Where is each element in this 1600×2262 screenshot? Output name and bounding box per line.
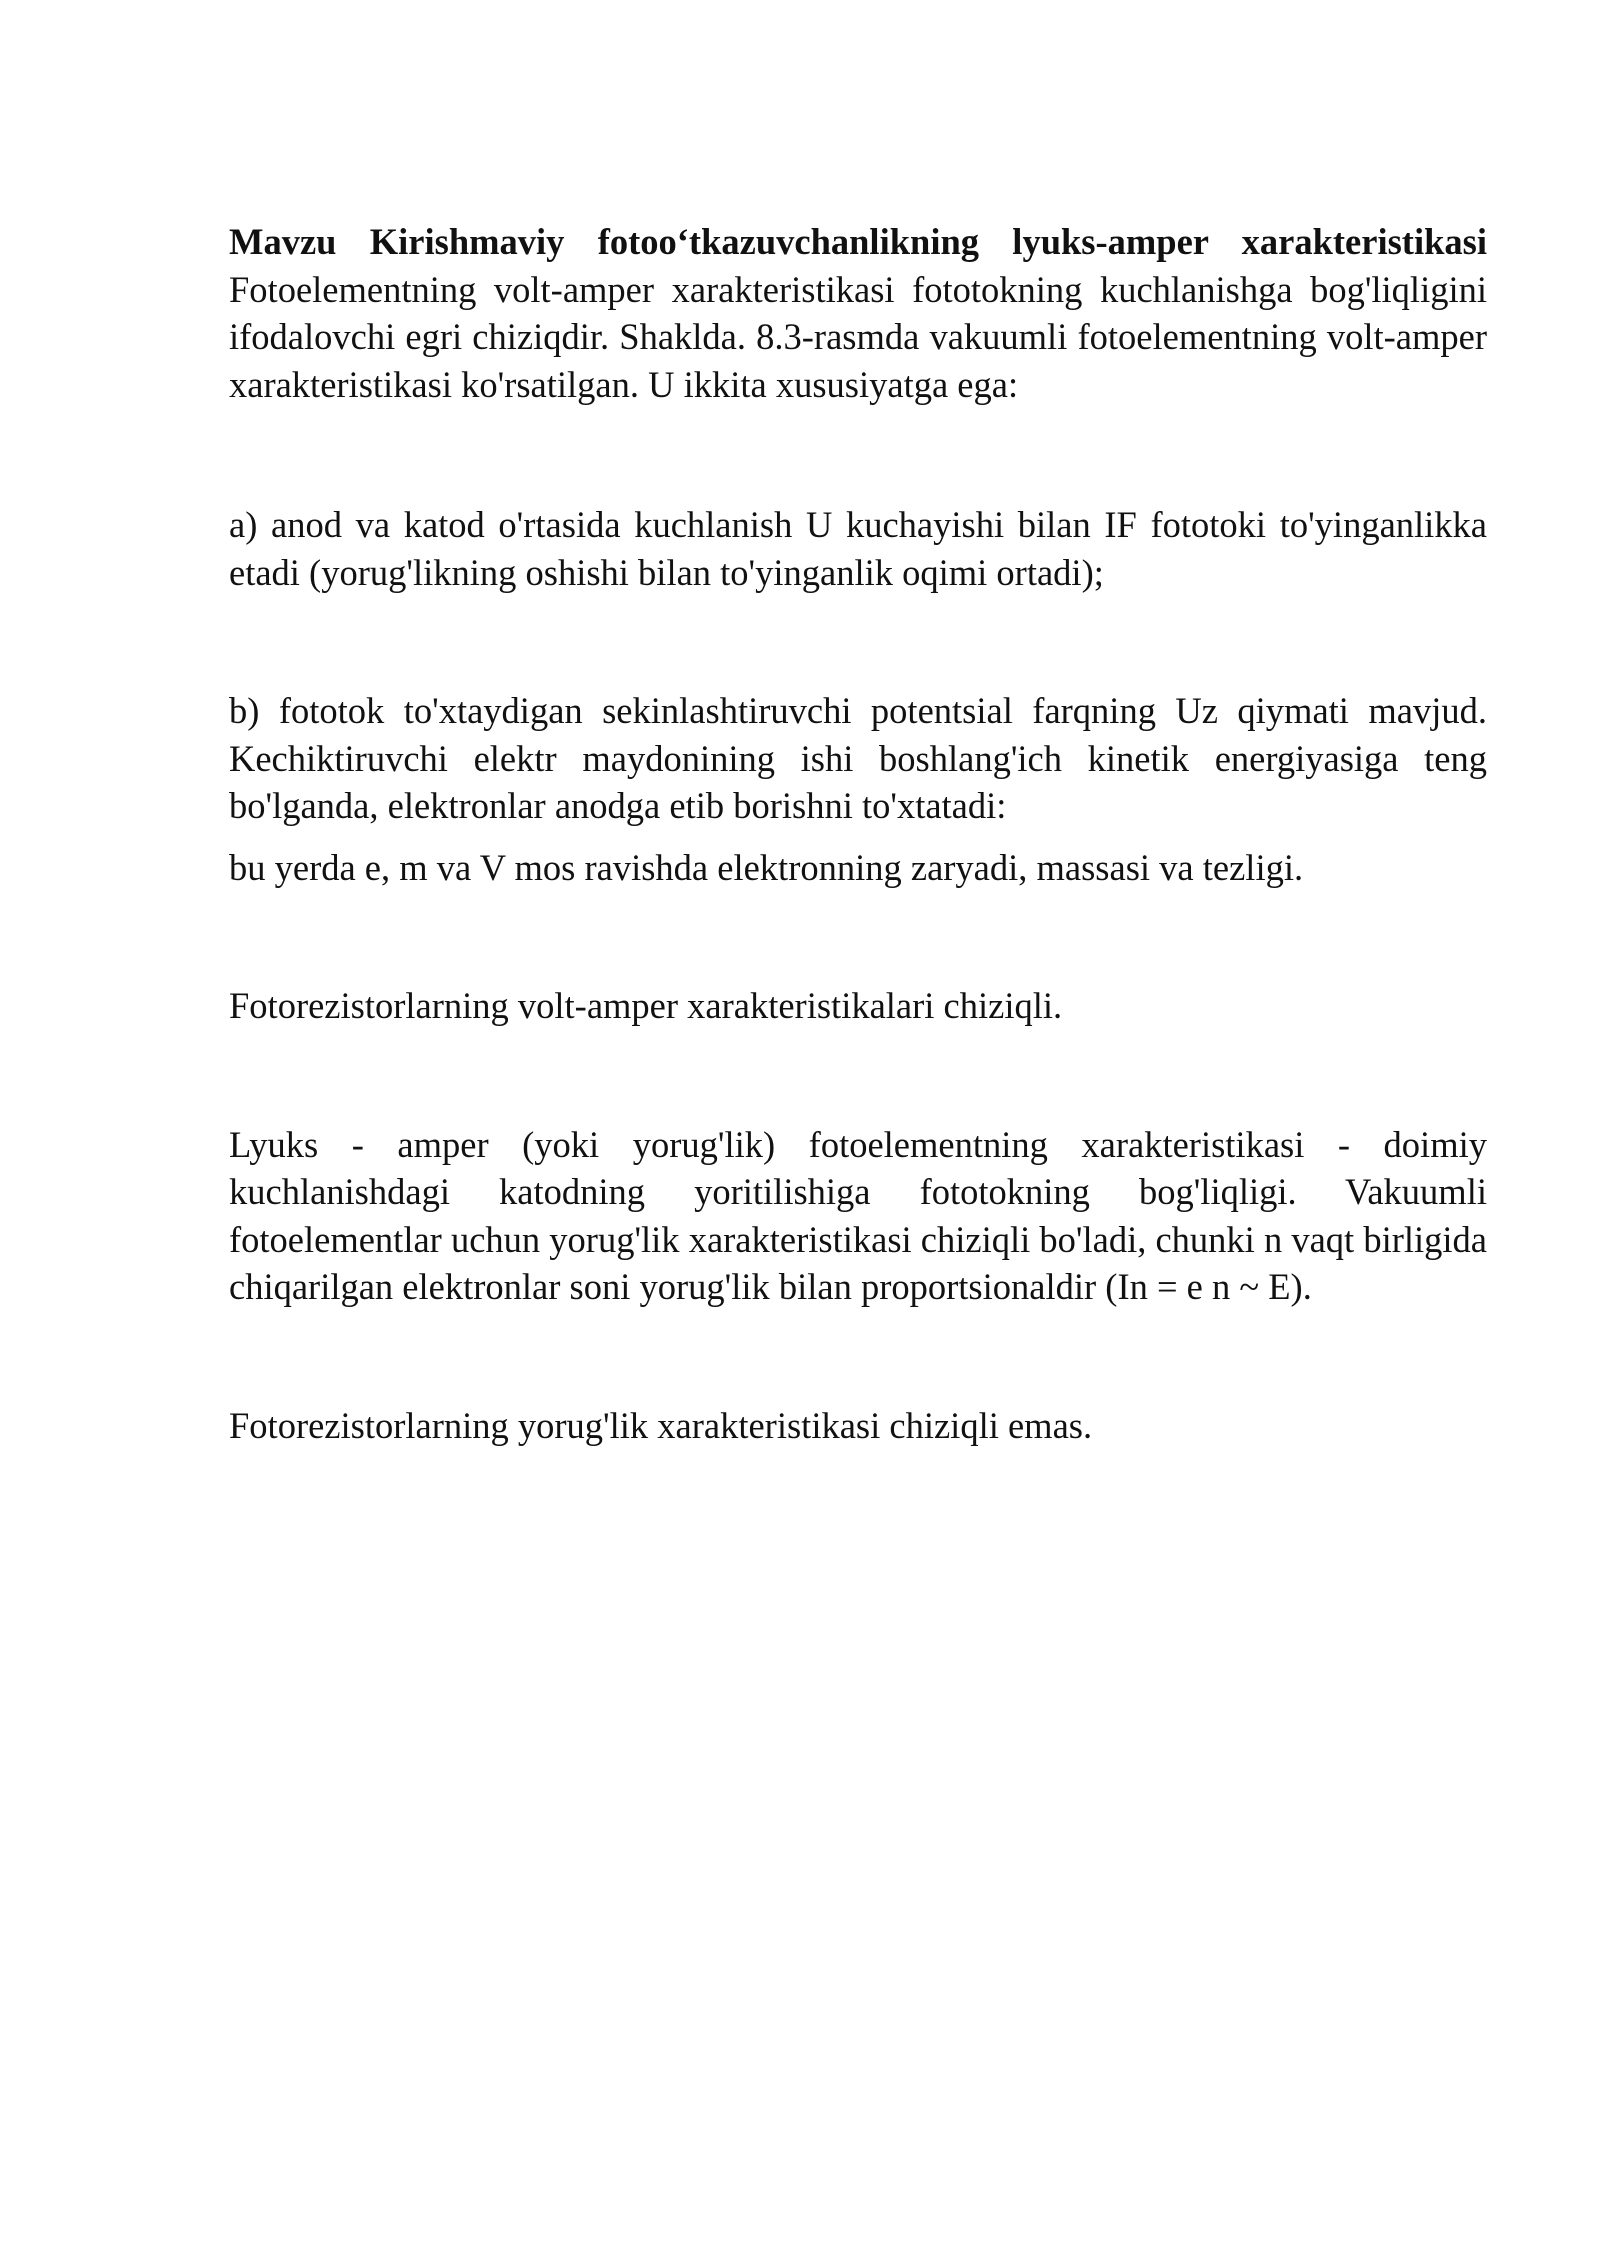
- photoresistor-light-paragraph: Fotorezistorlarning yorug'lik xarakteristikasi chiziqli emas.: [229, 1404, 1093, 1446]
- point-b-paragraph: b) fototok to'xtaydigan sekinlashtiruvchi potentsial farqning Uz qiymati mavjud. Kechiktiruvchi elektr maydonining ishi boshlang'ich kinetik energiyasiga teng bo'lganda, elektronlar anodga etib borishni to'xtatadi:: [229, 690, 1487, 826]
- lux-ampere-paragraph: Lyuks - amper (yoki yorug'lik) fotoelementning xarakteristikasi - doimiy kuchlanishdagi katodning yoritilishiga fototokning bog'liqligi. Vakuumli fotoelementlar uchun yorug'lik xarakteristikasi chiziqli bo'ladi, chunki n vaqt birligida chiqarilgan elektronlar soni yorug'lik bilan proportsionaldir (In = e n ~ E).: [229, 1123, 1487, 1307]
- intro-paragraph: [229, 218, 1487, 408]
- document-body: [229, 218, 1487, 1449]
- photoresistor-va-paragraph: Fotorezistorlarning volt-amper xarakteristikalari chiziqli.: [229, 985, 1063, 1026]
- document-title: Mavzu Kirishmaviy fotoo‘tkazuvchanlikning lyuks-amper xarakteristikasi: [229, 221, 1487, 262]
- intro-text: Fotoelementning volt-amper xarakteristikasi fototokning kuchlanishga bog'liqligini ifodalovchi egri chiziqdir. Shaklda. 8.3-rasmda vakuumli fotoelementning volt-amper xarakteristikasi ko'rsatilgan. U ikkita xususiyatga ega:: [229, 268, 1487, 405]
- variables-note-paragraph: bu yerda e, m va V mos ravishda elektronning zaryadi, massasi va tezligi.: [229, 846, 1304, 888]
- point-a-paragraph: a) anod va katod o'rtasida kuchlanish U kuchayishi bilan IF fototoki to'yinganlikka etadi (yorug'likning oshishi bilan to'yinganlik oqimi ortadi);: [229, 504, 1487, 593]
